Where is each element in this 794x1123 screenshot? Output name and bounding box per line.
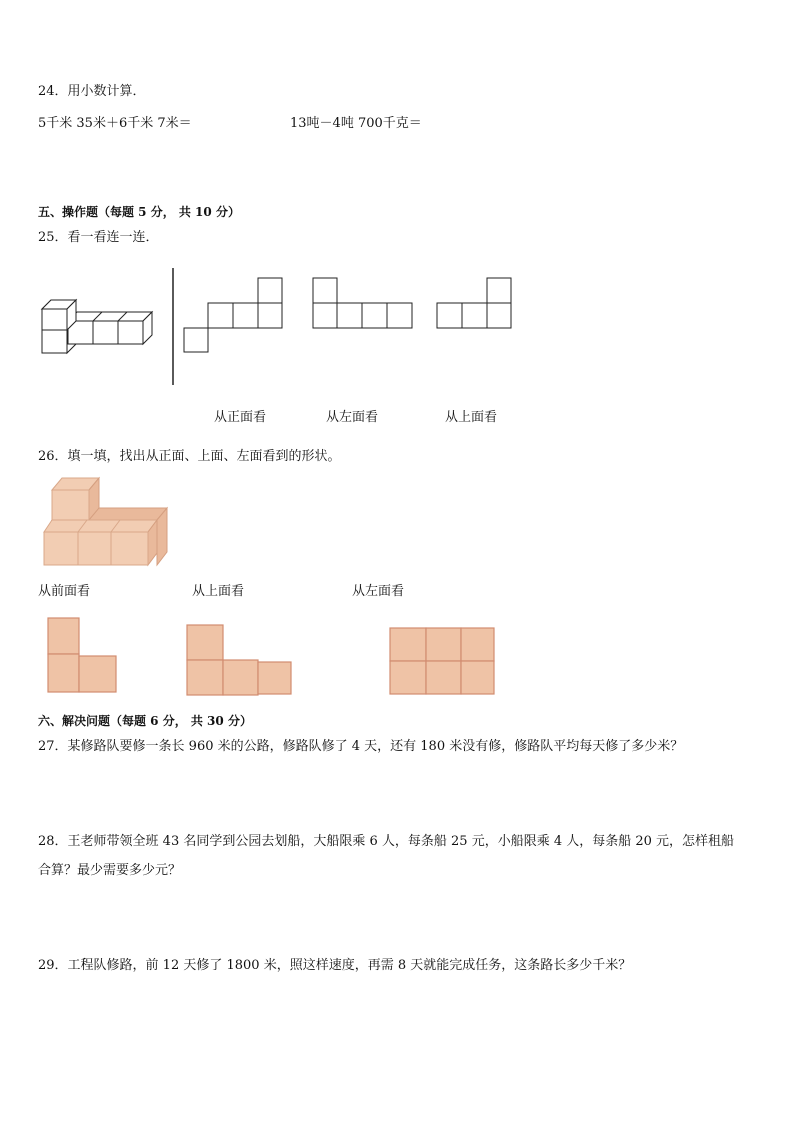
q25-view-b[interactable] <box>313 278 412 328</box>
q26-view-top[interactable] <box>187 625 291 695</box>
q28-text-line1: 28．王老师带领全班 43 名同学到公园去划船，大船限乘 6 人，每条船 25 元，小船限乘 4 人，每条船 20 元，怎样租船 <box>38 834 735 849</box>
q25-label-front: 从正面看 <box>214 410 267 425</box>
q27-text: 27．某修路队要修一条长 960 米的公路，修路队修了 4 天，还有 180 米没有修，修路队平均每天修了多少米？ <box>38 739 684 754</box>
q25-view-c[interactable] <box>437 278 511 328</box>
q26-cube-stack <box>44 478 167 565</box>
q29-text: 29．工程队修路，前 12 天修了 1800 米，照这样速度，再需 8 天就能完成任务，这条路长多少千米？ <box>38 958 632 973</box>
q25-label-top: 从上面看 <box>445 410 498 425</box>
q26-view-front[interactable] <box>48 618 116 692</box>
q26-view-left[interactable] <box>390 628 494 694</box>
q24-expression-1: 5千米 35米＋6千米 7米＝ <box>38 116 192 131</box>
q25-title: 25．看一看连一连． <box>38 230 159 245</box>
q25-label-left: 从左面看 <box>326 410 379 425</box>
section6-heading: 六、解决问题（每题 6 分， 共 30 分） <box>38 714 252 728</box>
q28-text-line2: 合算？最少需要多少元？ <box>38 863 182 878</box>
q26-title: 26．填一填，找出从正面、上面、左面看到的形状。 <box>38 449 341 464</box>
q26-label-left: 从左面看 <box>352 584 405 599</box>
section5-heading: 五、操作题（每题 5 分， 共 10 分） <box>38 205 240 219</box>
q25-cube-stack <box>42 300 152 353</box>
q25-view-a[interactable] <box>184 278 282 352</box>
q26-label-top: 从上面看 <box>192 584 245 599</box>
q26-label-front: 从前面看 <box>38 584 91 599</box>
q24-expression-2: 13吨－4吨 700千克＝ <box>290 116 422 131</box>
q24-title: 24．用小数计算． <box>38 84 146 99</box>
